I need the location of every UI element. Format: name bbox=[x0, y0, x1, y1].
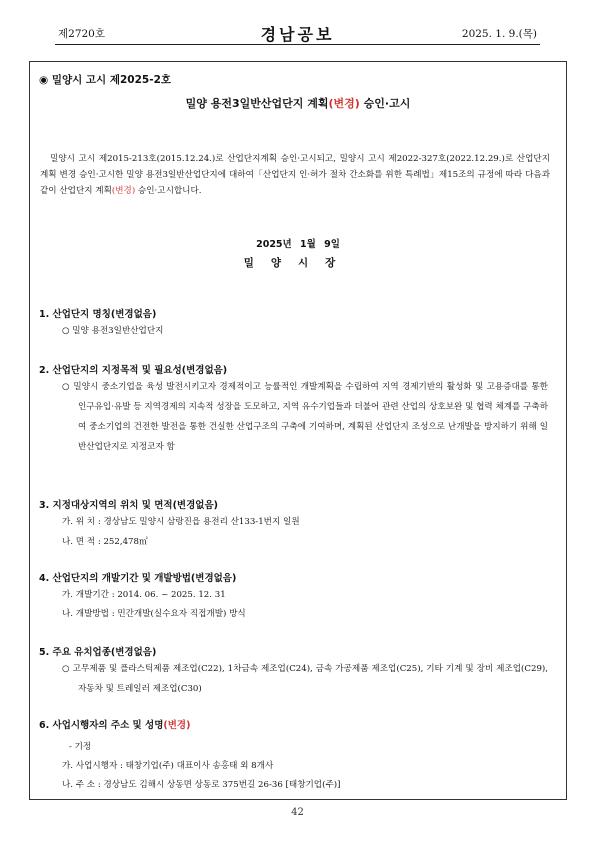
section-2-heading: 2. 산업단지의 지정목적 및 필요성(변경없음) bbox=[39, 365, 228, 376]
section-6-dash: - 기정 bbox=[69, 742, 92, 752]
gazette-title: 경남공보 bbox=[260, 25, 335, 44]
issue-date: 2025. 1. 9.(목) bbox=[461, 28, 537, 40]
header-divider bbox=[55, 44, 540, 45]
section-1-item: ○ 밀양 용전3일반산업단지 bbox=[62, 326, 164, 336]
section-1-heading: 1. 산업단지 명칭(변경없음) bbox=[39, 309, 157, 320]
notice-frame bbox=[29, 61, 567, 800]
notice-title bbox=[30, 95, 566, 111]
notice-issuer: 밀양시장 bbox=[243, 257, 353, 269]
notice-body bbox=[40, 151, 550, 199]
notice-body-change-mark: (변경) bbox=[111, 186, 136, 196]
notice-body-end: 승인·고시합니다. bbox=[135, 186, 202, 196]
section-6-change-mark: (변경) bbox=[163, 720, 191, 731]
section-6-heading-text: 6. 사업시행자의 주소 및 성명 bbox=[39, 720, 164, 731]
page-header bbox=[58, 22, 537, 42]
section-6-operator: 가. 사업시행자 : 태창기업(주) 대표이사 송홍태 외 8개사 bbox=[62, 761, 274, 771]
section-2-item: ○ 밀양시 중소기업을 육성 발전시키고자 경제적이고 능률적인 개발계획을 수립하여 지역 경제기반의 활성화 및 고용증대를 통한 인구유입·유발 등 지역경제의 지속적 성장을 도모하고, 지역 유수기업들과 더불어 관련 산업의 상호보완 및 협력 체계를 구축하여 중소기업의 건전한 발전을 통한 건실한 산업구조의 구축에 기여하며, 계획된 산업단지 조성으로 난개발을 방지하기 위해 일반산업단지로 지정코자 함 bbox=[62, 382, 548, 452]
page-number: 42 bbox=[291, 807, 304, 818]
notice-title-end: 승인·고시 bbox=[359, 97, 411, 110]
notice-date: 2025년 1월 9일 bbox=[256, 239, 340, 250]
notice-title-main: 밀양 용전3일반산업단지 계획 bbox=[185, 97, 329, 110]
section-5-heading: 5. 주요 유치업종(변경없음) bbox=[39, 647, 157, 658]
section-6-address: 나. 주 소 : 경상남도 김해시 상동면 상동로 375번길 26-36 [태창기업(주)] bbox=[62, 780, 341, 790]
notice-label: ◉ 밀양시 고시 제2025-2호 bbox=[39, 74, 172, 86]
section-4-heading: 4. 산업단지의 개발기간 및 개발방법(변경없음) bbox=[39, 573, 237, 584]
section-3-area: 나. 면 적 : 252,478㎡ bbox=[62, 537, 148, 547]
notice-title-change-mark: (변경) bbox=[328, 97, 360, 110]
section-5-item: ○ 고무제품 및 플라스틱제품 제조업(C22), 1차금속 제조업(C24), 금속 가공제품 제조업(C25), 기타 기계 및 장비 제조업(C29), 자동차 및 트레일러 제조업(C30) bbox=[62, 664, 548, 694]
section-3-heading: 3. 지정대상지역의 위치 및 면적(변경없음) bbox=[39, 500, 218, 511]
section-4-period: 가. 개발기간 : 2014. 06. ~ 2025. 12. 31 bbox=[62, 590, 226, 600]
section-6-heading bbox=[39, 717, 190, 731]
notice-body-text: 밀양시 고시 제2015-213호(2015.12.24.)로 산업단지계획 승인·고시되고, 밀양시 고시 제2022-327호(2022.12.29.)로 산업단지계획 변경 승인·고시한 밀양 용전3일반산업단지에 대하여「산업단지 인·허가 절차 간소화를 위한 특례법」제15조의 규정에 따라 다음과 같이 산업단지 계획 bbox=[40, 154, 550, 196]
section-3-location: 가. 위 치 : 경상남도 밀양시 삼랑진읍 용전리 산133-1번지 일원 bbox=[62, 517, 300, 527]
section-4-method: 나. 개발방법 : 민간개발(실수요자 직접개발) 방식 bbox=[62, 609, 246, 619]
issue-number: 제2720호 bbox=[58, 28, 106, 40]
